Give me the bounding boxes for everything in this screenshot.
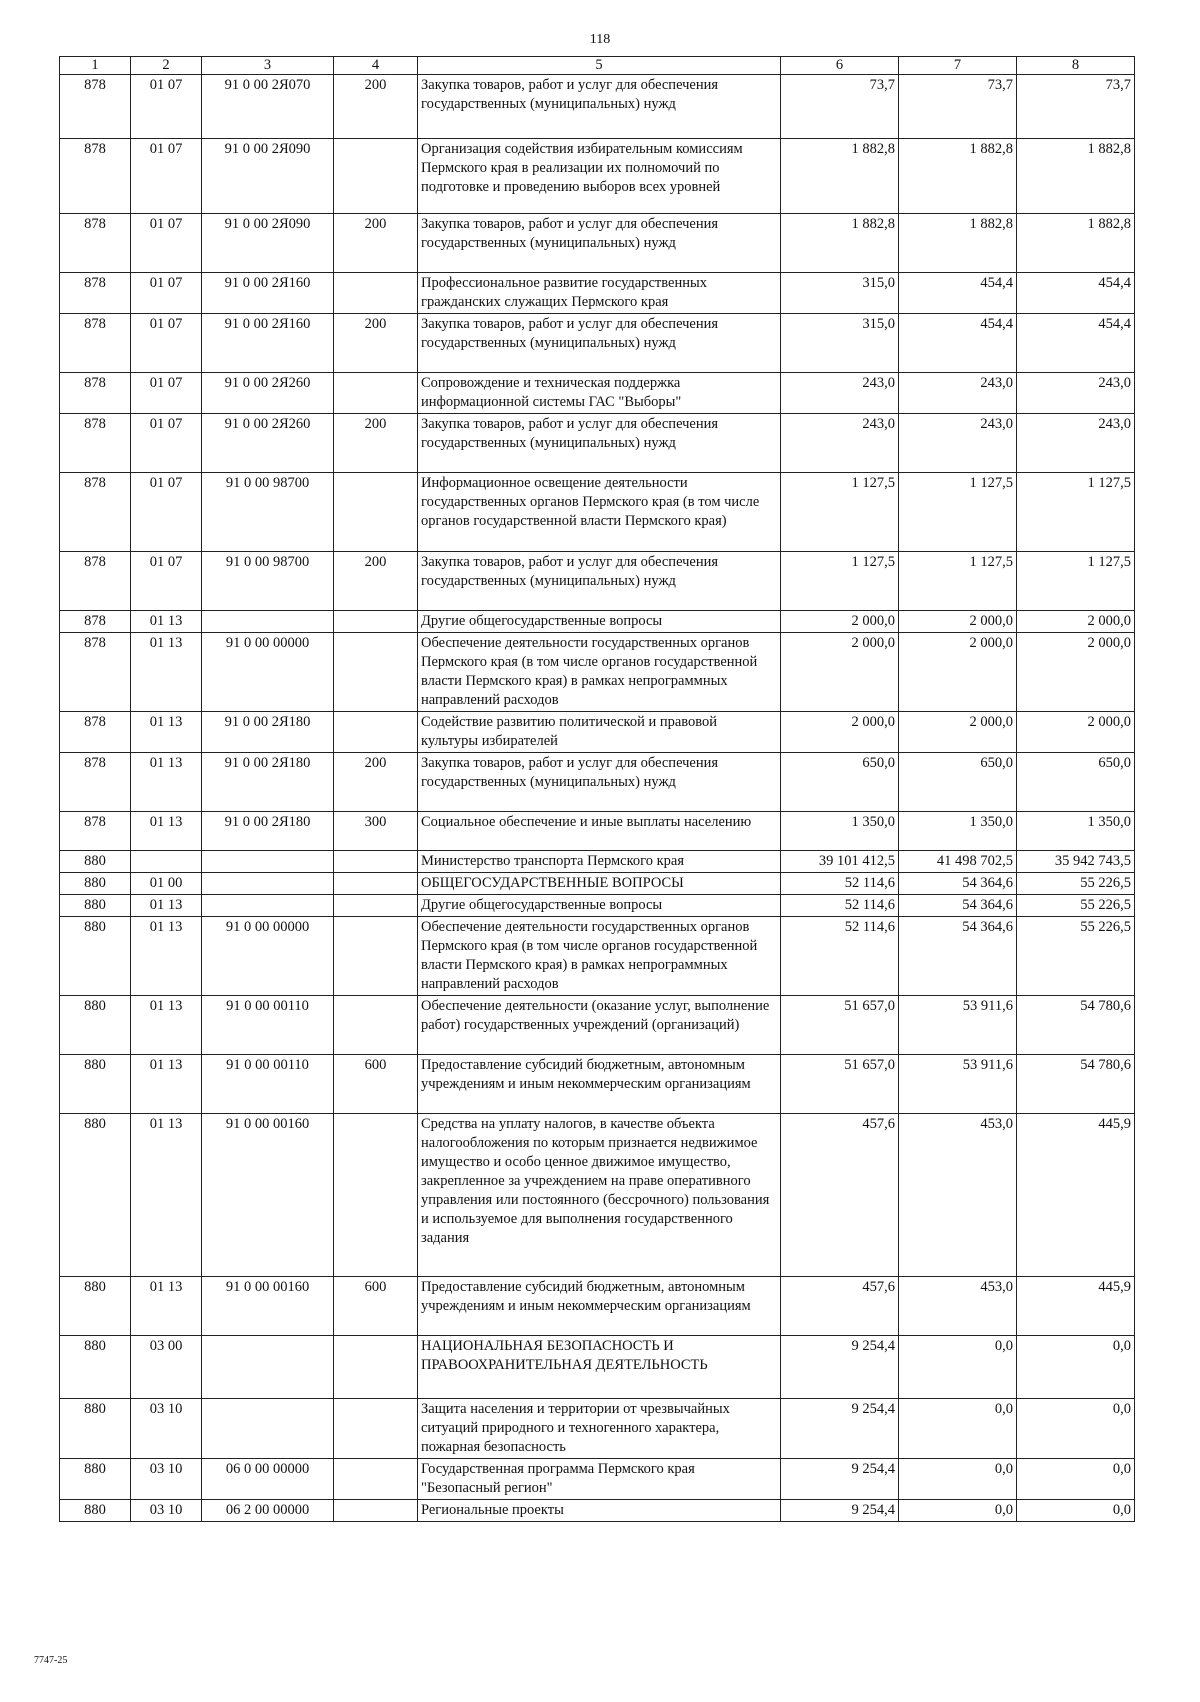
description-cell: Социальное обеспечение и иные выплаты населению (418, 812, 781, 851)
chapter-cell: 880 (60, 1055, 131, 1114)
expense-type-cell: 600 (334, 1277, 418, 1336)
value-cell: 243,0 (781, 373, 899, 414)
target-article-cell: 91 0 00 00160 (202, 1114, 334, 1277)
description-cell: Сопровождение и техническая поддержка информационной системы ГАС "Выборы" (418, 373, 781, 414)
value-cell: 52 114,6 (781, 873, 899, 895)
section-cell: 03 10 (131, 1399, 202, 1459)
value-cell: 55 226,5 (1017, 917, 1135, 996)
value-cell: 243,0 (899, 414, 1017, 473)
description-cell: НАЦИОНАЛЬНАЯ БЕЗОПАСНОСТЬ И ПРАВООХРАНИТЕЛЬНАЯ ДЕЯТЕЛЬНОСТЬ (418, 1336, 781, 1399)
chapter-cell: 878 (60, 812, 131, 851)
target-article-cell: 06 0 00 00000 (202, 1459, 334, 1500)
chapter-cell: 878 (60, 273, 131, 314)
chapter-cell: 878 (60, 139, 131, 214)
target-article-cell: 91 0 00 2Я070 (202, 75, 334, 139)
value-cell: 243,0 (1017, 373, 1135, 414)
value-cell: 52 114,6 (781, 917, 899, 996)
chapter-cell: 880 (60, 851, 131, 873)
column-header: 1 (60, 57, 131, 75)
description-cell: Предоставление субсидий бюджетным, автономным учреждениям и иным некоммерческим организациям (418, 1277, 781, 1336)
target-article-cell (202, 611, 334, 633)
target-article-cell: 06 2 00 00000 (202, 1500, 334, 1522)
description-cell: Защита населения и территории от чрезвычайных ситуаций природного и техногенного характера, пожарная безопасность (418, 1399, 781, 1459)
value-cell: 73,7 (899, 75, 1017, 139)
value-cell: 1 127,5 (781, 552, 899, 611)
value-cell: 9 254,4 (781, 1399, 899, 1459)
table-row (60, 1277, 1135, 1336)
value-cell: 0,0 (1017, 1399, 1135, 1459)
section-cell: 01 13 (131, 1277, 202, 1336)
header-row (60, 57, 1135, 75)
table-row (60, 996, 1135, 1055)
chapter-cell: 878 (60, 473, 131, 552)
target-article-cell: 91 0 00 2Я090 (202, 214, 334, 273)
column-header: 8 (1017, 57, 1135, 75)
value-cell: 0,0 (899, 1500, 1017, 1522)
column-header: 4 (334, 57, 418, 75)
table-row (60, 1114, 1135, 1277)
target-article-cell: 91 0 00 2Я160 (202, 273, 334, 314)
value-cell: 54 364,6 (899, 895, 1017, 917)
table-row (60, 753, 1135, 812)
table-body (60, 75, 1135, 1522)
value-cell: 54 364,6 (899, 917, 1017, 996)
section-cell: 01 13 (131, 812, 202, 851)
description-cell: Другие общегосударственные вопросы (418, 611, 781, 633)
description-cell: Средства на уплату налогов, в качестве объекта налогообложения по которым признается недвижимое имущество и особо ценное движимое имущество, закрепленное за учреждением на праве оперативного управления или постоянного (бессрочного) пользования и используемое для выполнения государственного задания (418, 1114, 781, 1277)
description-cell: Закупка товаров, работ и услуг для обеспечения государственных (муниципальных) нужд (418, 414, 781, 473)
section-cell: 01 13 (131, 611, 202, 633)
target-article-cell: 91 0 00 98700 (202, 473, 334, 552)
section-cell: 01 13 (131, 1055, 202, 1114)
value-cell: 0,0 (1017, 1336, 1135, 1399)
column-header: 2 (131, 57, 202, 75)
value-cell: 1 127,5 (1017, 473, 1135, 552)
value-cell: 1 127,5 (1017, 552, 1135, 611)
target-article-cell: 91 0 00 00110 (202, 1055, 334, 1114)
description-cell: Закупка товаров, работ и услуг для обеспечения государственных (муниципальных) нужд (418, 753, 781, 812)
table-row (60, 1399, 1135, 1459)
section-cell: 01 13 (131, 633, 202, 712)
expense-type-cell: 200 (334, 75, 418, 139)
expense-type-cell (334, 611, 418, 633)
chapter-cell: 878 (60, 753, 131, 812)
table-row (60, 273, 1135, 314)
expense-type-cell: 200 (334, 214, 418, 273)
value-cell: 650,0 (1017, 753, 1135, 812)
value-cell: 243,0 (899, 373, 1017, 414)
page-number: 118 (589, 32, 611, 47)
value-cell: 243,0 (1017, 414, 1135, 473)
chapter-cell: 880 (60, 1114, 131, 1277)
value-cell: 454,4 (899, 314, 1017, 373)
table-row (60, 917, 1135, 996)
section-cell: 01 13 (131, 712, 202, 753)
value-cell: 53 911,6 (899, 1055, 1017, 1114)
chapter-cell: 878 (60, 75, 131, 139)
expense-type-cell (334, 712, 418, 753)
chapter-cell: 878 (60, 214, 131, 273)
value-cell: 2 000,0 (899, 633, 1017, 712)
value-cell: 1 350,0 (781, 812, 899, 851)
value-cell: 2 000,0 (1017, 611, 1135, 633)
expense-type-cell (334, 1500, 418, 1522)
section-cell: 01 07 (131, 273, 202, 314)
table-row (60, 851, 1135, 873)
expense-type-cell (334, 917, 418, 996)
chapter-cell: 880 (60, 873, 131, 895)
expense-type-cell (334, 873, 418, 895)
chapter-cell: 880 (60, 996, 131, 1055)
section-cell: 01 07 (131, 314, 202, 373)
table-row (60, 373, 1135, 414)
value-cell: 41 498 702,5 (899, 851, 1017, 873)
chapter-cell: 880 (60, 1336, 131, 1399)
value-cell: 0,0 (899, 1399, 1017, 1459)
value-cell: 52 114,6 (781, 895, 899, 917)
target-article-cell (202, 1336, 334, 1399)
table-row (60, 1055, 1135, 1114)
table-row (60, 712, 1135, 753)
target-article-cell: 91 0 00 2Я260 (202, 373, 334, 414)
expense-type-cell (334, 273, 418, 314)
section-cell: 03 10 (131, 1459, 202, 1500)
value-cell: 55 226,5 (1017, 895, 1135, 917)
value-cell: 650,0 (781, 753, 899, 812)
value-cell: 454,4 (1017, 314, 1135, 373)
description-cell: Содействие развитию политической и правовой культуры избирателей (418, 712, 781, 753)
value-cell: 457,6 (781, 1277, 899, 1336)
chapter-cell: 880 (60, 917, 131, 996)
value-cell: 453,0 (899, 1114, 1017, 1277)
chapter-cell: 878 (60, 611, 131, 633)
description-cell: Другие общегосударственные вопросы (418, 895, 781, 917)
value-cell: 454,4 (1017, 273, 1135, 314)
target-article-cell: 91 0 00 2Я260 (202, 414, 334, 473)
value-cell: 73,7 (1017, 75, 1135, 139)
section-cell: 01 07 (131, 214, 202, 273)
description-cell: Региональные проекты (418, 1500, 781, 1522)
chapter-cell: 880 (60, 1500, 131, 1522)
table-row (60, 314, 1135, 373)
value-cell: 1 350,0 (1017, 812, 1135, 851)
value-cell: 54 780,6 (1017, 996, 1135, 1055)
target-article-cell: 91 0 00 2Я160 (202, 314, 334, 373)
description-cell: Закупка товаров, работ и услуг для обеспечения государственных (муниципальных) нужд (418, 214, 781, 273)
section-cell: 01 07 (131, 139, 202, 214)
section-cell: 03 00 (131, 1336, 202, 1399)
target-article-cell (202, 1399, 334, 1459)
column-header: 5 (418, 57, 781, 75)
section-cell: 01 07 (131, 414, 202, 473)
chapter-cell: 880 (60, 895, 131, 917)
expense-type-cell: 300 (334, 812, 418, 851)
chapter-cell: 880 (60, 1459, 131, 1500)
description-cell: Обеспечение деятельности государственных органов Пермского края (в том числе органов государственной власти Пермского края) в рамках непрограммных направлений расходов (418, 633, 781, 712)
target-article-cell (202, 873, 334, 895)
value-cell: 1 882,8 (781, 214, 899, 273)
chapter-cell: 878 (60, 633, 131, 712)
value-cell: 454,4 (899, 273, 1017, 314)
value-cell: 445,9 (1017, 1114, 1135, 1277)
table-row (60, 414, 1135, 473)
target-article-cell: 91 0 00 98700 (202, 552, 334, 611)
expense-type-cell: 200 (334, 314, 418, 373)
chapter-cell: 878 (60, 712, 131, 753)
value-cell: 457,6 (781, 1114, 899, 1277)
expense-type-cell (334, 139, 418, 214)
table-row (60, 75, 1135, 139)
description-cell: Профессиональное развитие государственных гражданских служащих Пермского края (418, 273, 781, 314)
section-cell: 01 13 (131, 996, 202, 1055)
value-cell: 0,0 (1017, 1459, 1135, 1500)
expense-type-cell: 200 (334, 753, 418, 812)
value-cell: 9 254,4 (781, 1336, 899, 1399)
description-cell: Закупка товаров, работ и услуг для обеспечения государственных (муниципальных) нужд (418, 552, 781, 611)
expense-type-cell (334, 1336, 418, 1399)
value-cell: 0,0 (1017, 1500, 1135, 1522)
table-row (60, 611, 1135, 633)
description-cell: Закупка товаров, работ и услуг для обеспечения государственных (муниципальных) нужд (418, 314, 781, 373)
target-article-cell: 91 0 00 00000 (202, 633, 334, 712)
value-cell: 54 364,6 (899, 873, 1017, 895)
expense-type-cell: 600 (334, 1055, 418, 1114)
chapter-cell: 878 (60, 314, 131, 373)
value-cell: 1 882,8 (1017, 139, 1135, 214)
value-cell: 1 882,8 (781, 139, 899, 214)
value-cell: 54 780,6 (1017, 1055, 1135, 1114)
value-cell: 2 000,0 (781, 712, 899, 753)
description-cell: Государственная программа Пермского края "Безопасный регион" (418, 1459, 781, 1500)
table-row (60, 552, 1135, 611)
value-cell: 51 657,0 (781, 1055, 899, 1114)
table-row (60, 1336, 1135, 1399)
chapter-cell: 878 (60, 373, 131, 414)
value-cell: 9 254,4 (781, 1459, 899, 1500)
section-cell: 01 07 (131, 373, 202, 414)
value-cell: 39 101 412,5 (781, 851, 899, 873)
value-cell: 1 882,8 (899, 139, 1017, 214)
description-cell: Предоставление субсидий бюджетным, автономным учреждениям и иным некоммерческим организациям (418, 1055, 781, 1114)
target-article-cell: 91 0 00 2Я180 (202, 812, 334, 851)
expense-type-cell (334, 1459, 418, 1500)
chapter-cell: 878 (60, 414, 131, 473)
expense-type-cell: 200 (334, 552, 418, 611)
description-cell: ОБЩЕГОСУДАРСТВЕННЫЕ ВОПРОСЫ (418, 873, 781, 895)
expense-type-cell (334, 373, 418, 414)
description-cell: Закупка товаров, работ и услуг для обеспечения государственных (муниципальных) нужд (418, 75, 781, 139)
description-cell: Обеспечение деятельности (оказание услуг, выполнение работ) государственных учреждений (организаций) (418, 996, 781, 1055)
table-row (60, 895, 1135, 917)
value-cell: 445,9 (1017, 1277, 1135, 1336)
value-cell: 453,0 (899, 1277, 1017, 1336)
value-cell: 9 254,4 (781, 1500, 899, 1522)
expense-type-cell: 200 (334, 414, 418, 473)
expense-type-cell (334, 895, 418, 917)
column-header: 7 (899, 57, 1017, 75)
section-cell: 01 13 (131, 917, 202, 996)
table-row (60, 873, 1135, 895)
table-row (60, 473, 1135, 552)
description-cell: Организация содействия избирательным комиссиям Пермского края в реализации их полномочий по подготовке и проведению выборов всех уровней (418, 139, 781, 214)
value-cell: 2 000,0 (899, 712, 1017, 753)
column-header: 3 (202, 57, 334, 75)
value-cell: 1 882,8 (899, 214, 1017, 273)
description-cell: Информационное освещение деятельности государственных органов Пермского края (в том числе органов государственной власти Пермского края) (418, 473, 781, 552)
value-cell: 315,0 (781, 273, 899, 314)
value-cell: 2 000,0 (1017, 712, 1135, 753)
value-cell: 2 000,0 (899, 611, 1017, 633)
target-article-cell: 91 0 00 2Я180 (202, 712, 334, 753)
section-cell: 01 07 (131, 552, 202, 611)
description-cell: Министерство транспорта Пермского края (418, 851, 781, 873)
value-cell: 1 127,5 (781, 473, 899, 552)
target-article-cell (202, 895, 334, 917)
section-cell: 01 13 (131, 895, 202, 917)
expense-type-cell (334, 996, 418, 1055)
value-cell: 1 127,5 (899, 552, 1017, 611)
section-cell: 01 13 (131, 753, 202, 812)
value-cell: 315,0 (781, 314, 899, 373)
section-cell: 01 13 (131, 1114, 202, 1277)
value-cell: 35 942 743,5 (1017, 851, 1135, 873)
value-cell: 2 000,0 (1017, 633, 1135, 712)
description-cell: Обеспечение деятельности государственных органов Пермского края (в том числе органов государственной власти Пермского края) в рамках непрограммных направлений расходов (418, 917, 781, 996)
expense-type-cell (334, 851, 418, 873)
table-row (60, 214, 1135, 273)
value-cell: 1 127,5 (899, 473, 1017, 552)
target-article-cell: 91 0 00 00110 (202, 996, 334, 1055)
value-cell: 2 000,0 (781, 633, 899, 712)
value-cell: 53 911,6 (899, 996, 1017, 1055)
section-cell: 03 10 (131, 1500, 202, 1522)
expense-type-cell (334, 633, 418, 712)
table-row (60, 812, 1135, 851)
target-article-cell: 91 0 00 00000 (202, 917, 334, 996)
section-cell: 01 07 (131, 473, 202, 552)
table-row (60, 1459, 1135, 1500)
document-code: 7747-25 (34, 1655, 68, 1666)
value-cell: 1 350,0 (899, 812, 1017, 851)
value-cell: 2 000,0 (781, 611, 899, 633)
table-row (60, 633, 1135, 712)
target-article-cell (202, 851, 334, 873)
chapter-cell: 880 (60, 1277, 131, 1336)
value-cell: 0,0 (899, 1336, 1017, 1399)
value-cell: 0,0 (899, 1459, 1017, 1500)
section-cell: 01 07 (131, 75, 202, 139)
value-cell: 650,0 (899, 753, 1017, 812)
target-article-cell: 91 0 00 00160 (202, 1277, 334, 1336)
section-cell: 01 00 (131, 873, 202, 895)
value-cell: 73,7 (781, 75, 899, 139)
table-row (60, 1500, 1135, 1522)
expense-type-cell (334, 473, 418, 552)
value-cell: 55 226,5 (1017, 873, 1135, 895)
section-cell (131, 851, 202, 873)
budget-table (59, 56, 1135, 1522)
chapter-cell: 878 (60, 552, 131, 611)
table-row (60, 139, 1135, 214)
target-article-cell: 91 0 00 2Я090 (202, 139, 334, 214)
value-cell: 243,0 (781, 414, 899, 473)
expense-type-cell (334, 1399, 418, 1459)
value-cell: 1 882,8 (1017, 214, 1135, 273)
column-header: 6 (781, 57, 899, 75)
expense-type-cell (334, 1114, 418, 1277)
value-cell: 51 657,0 (781, 996, 899, 1055)
chapter-cell: 880 (60, 1399, 131, 1459)
target-article-cell: 91 0 00 2Я180 (202, 753, 334, 812)
